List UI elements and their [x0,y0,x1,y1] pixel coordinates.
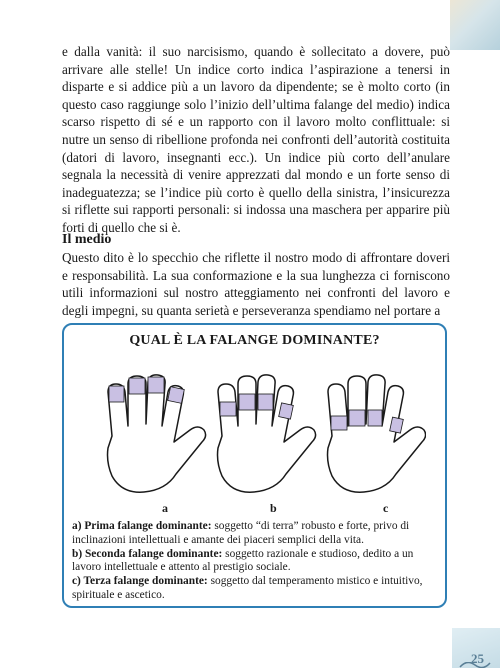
phalanx-definitions [72,520,437,603]
definition-a-text: soggetto “di terra” robusto e forte, privo di inclinazioni intellettuali e amante dei piaceri semplici della vita. [72,520,410,546]
box-title: QUAL È LA FALANGE DOMINANTE? [129,333,380,348]
section-title: Il medio [62,232,112,247]
hand-label-b: b [270,501,277,515]
definition-c-text: soggetto dal temperamento mistico e intuitivo, spirituale e ascetico. [72,575,423,601]
hands-illustration [86,360,426,495]
definition-c-term: c) Terza falange dominante: [72,575,208,588]
hand-c [328,375,426,492]
page-number: 25 [471,651,484,666]
definition-b-text: soggetto razionale e studioso, dedito a un lavoro intellettuale e attento al prestigio sociale. [72,547,414,574]
hand-b [218,375,316,492]
phalanx-info-box [62,323,447,608]
swirl-ornament [458,662,492,668]
hand-label-a: a [162,501,168,515]
hand-a [108,375,206,492]
definition-a-term: a) Prima falange dominante: [72,520,212,532]
body-paragraph-2: Questo dito è lo specchio che riflette il nostro modo di affrontare doveri e responsabilità. La sua conformazione e la sua lunghezza ci forniscono utili informazioni sul nostro atteggiamento nei confronti del lavoro e degli impegni, su quanta serietà e perseveranza spendiamo nel portare a [62,250,450,318]
definition-b-term: b) Seconda falange dominante: [72,547,223,560]
corner-decoration-top [450,0,500,50]
body-paragraph-1: e dalla vanità: il suo narcisismo, quando è sollecitato a dovere, può arrivare alle stelle! Un indice corto indica l’aspirazione a tenersi in disparte e si addice più a un lavoro da dipendente; se è molto corto (in questo caso raggiunge solo l’inizio dell’ultima falange del medio) indica scarso rispetto di sé e un rapporto con il lavoro molto conflittuale: si nutre un senso di ribellione profonda nei confronti dell’autorità costituita (datori di lavoro, insegnanti ecc.). Un indice più corto dell’anulare segnala la necessità di venire apprezzati dal mondo e un forte senso di inadeguatezza; se l’indice più corto è quello della sinistra, l’insicurezza si riflette sui rapporti personali: si indossa una maschera per apparire più forti di quello che si è. [62,44,450,235]
hand-label-c: c [383,501,389,515]
